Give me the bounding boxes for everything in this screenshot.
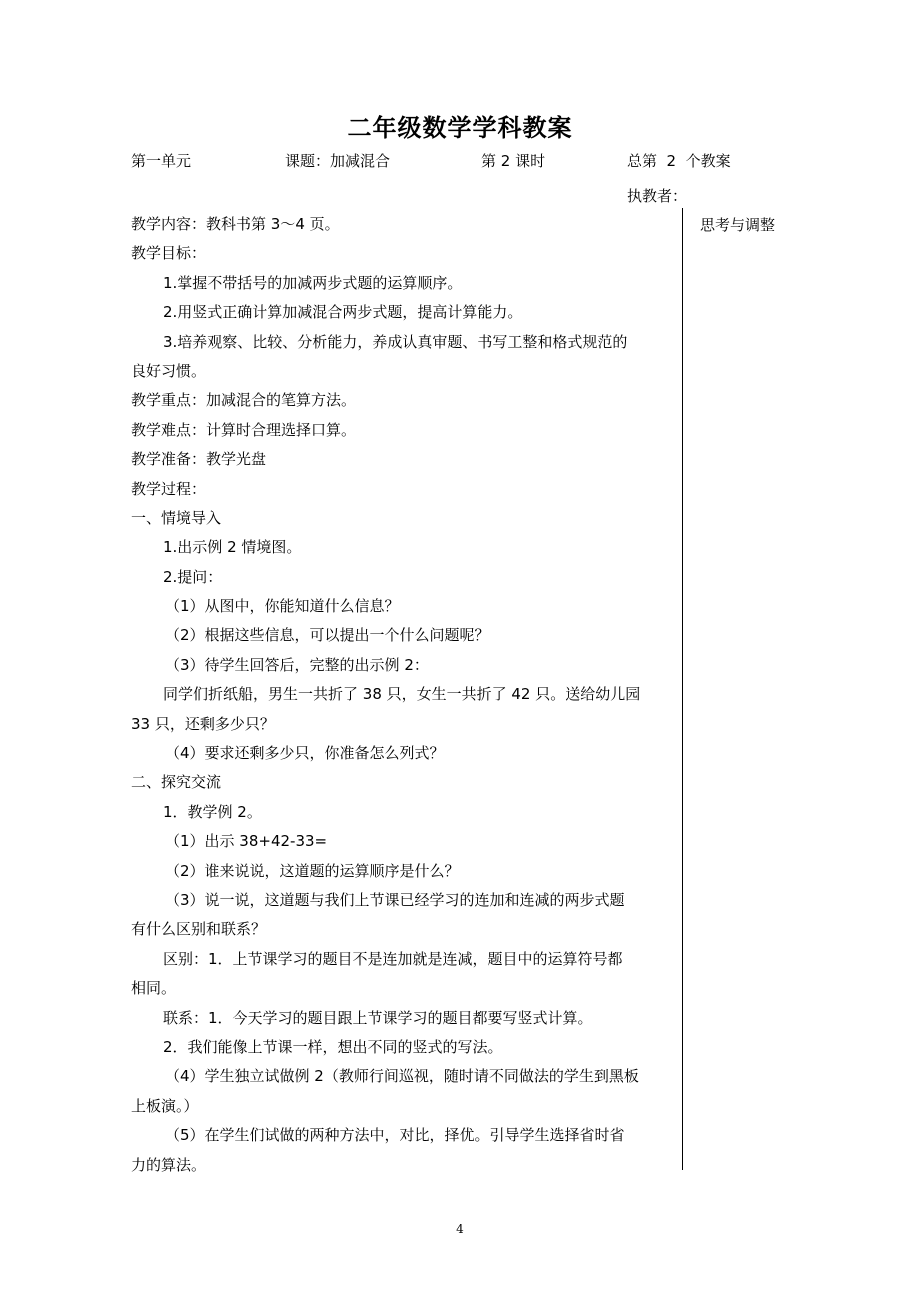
content-line: 1．教学例 2。: [163, 802, 262, 821]
content-line: 教学难点：计算时合理选择口算。: [131, 420, 357, 439]
content-line: 力的算法。: [131, 1155, 207, 1174]
content-line: （5）在学生们试做的两种方法中，对比，择优。引导学生选择省时省: [165, 1126, 625, 1145]
content-line: （1）出示 38+42-33=: [165, 832, 328, 851]
content-line: 3.培养观察、比较、分析能力，养成认真审题、书写工整和格式规范的: [163, 332, 628, 351]
topic-label: 课题：加减混合: [285, 152, 391, 170]
content-line: 教学准备：教学光盘: [131, 450, 267, 469]
content-line: 教学目标：: [131, 244, 207, 263]
page-number: 4: [456, 1222, 464, 1236]
teacher-label: 执教者：: [627, 187, 688, 205]
page-title: 二年级数学学科教案: [347, 114, 573, 142]
reflection-column-title: 思考与调整: [700, 216, 776, 234]
content-line: 教学内容：教科书第 3～4 页。: [131, 215, 340, 233]
content-line: 教学过程：: [131, 479, 207, 498]
content-line: 1.出示例 2 情境图。: [163, 538, 302, 557]
unit-label: 第一单元: [131, 152, 192, 170]
content-line: 良好习惯。: [131, 361, 207, 380]
content-line: 上板演。）: [131, 1096, 199, 1115]
content-line: 33 只，还剩多少只？: [131, 714, 275, 733]
content-line: 2．我们能像上节课一样，想出不同的竖式的写法。: [163, 1037, 503, 1056]
content-line: 相同。: [131, 979, 177, 998]
content-line: （1）从图中，你能知道什么信息？: [165, 597, 400, 616]
content-line: （2）根据这些信息，可以提出一个什么问题呢？: [165, 626, 490, 645]
section-heading: 二、探究交流: [131, 773, 222, 792]
total-plan-label: 总第 2 个教案: [627, 152, 731, 170]
content-line: （3）待学生回答后，完整的出示例 2：: [165, 655, 429, 674]
content-line: 区别：1．上节课学习的题目不是连加就是连减，题目中的运算符号都: [163, 949, 623, 968]
content-line: （4）学生独立试做例 2（教师行间巡视，随时请不同做法的学生到黑板: [165, 1067, 639, 1086]
content-line: 教学重点：加减混合的笔算方法。: [131, 391, 357, 410]
column-divider: [682, 208, 683, 1170]
content-line: 联系：1．今天学习的题目跟上节课学习的题目都要写竖式计算。: [163, 1008, 593, 1027]
content-line: 同学们折纸船，男生一共折了 38 只，女生一共折了 42 只。送给幼儿园: [163, 685, 641, 704]
content-line: （4）要求还剩多少只，你准备怎么列式？: [165, 744, 445, 763]
section-heading: 一、情境导入: [131, 508, 222, 527]
content-line: 2.用竖式正确计算加减混合两步式题，提高计算能力。: [163, 303, 523, 322]
period-label: 第 2 课时: [481, 152, 546, 170]
content-line: 有什么区别和联系？: [131, 920, 267, 939]
content-line: （2）谁来说说，这道题的运算顺序是什么？: [165, 861, 460, 880]
content-line: 1.掌握不带括号的加减两步式题的运算顺序。: [163, 273, 463, 292]
lesson-body: [131, 210, 676, 1180]
content-line: 2.提问：: [163, 567, 223, 586]
content-line: （3）说一说，这道题与我们上节课已经学习的连加和连减的两步式题: [165, 890, 625, 909]
